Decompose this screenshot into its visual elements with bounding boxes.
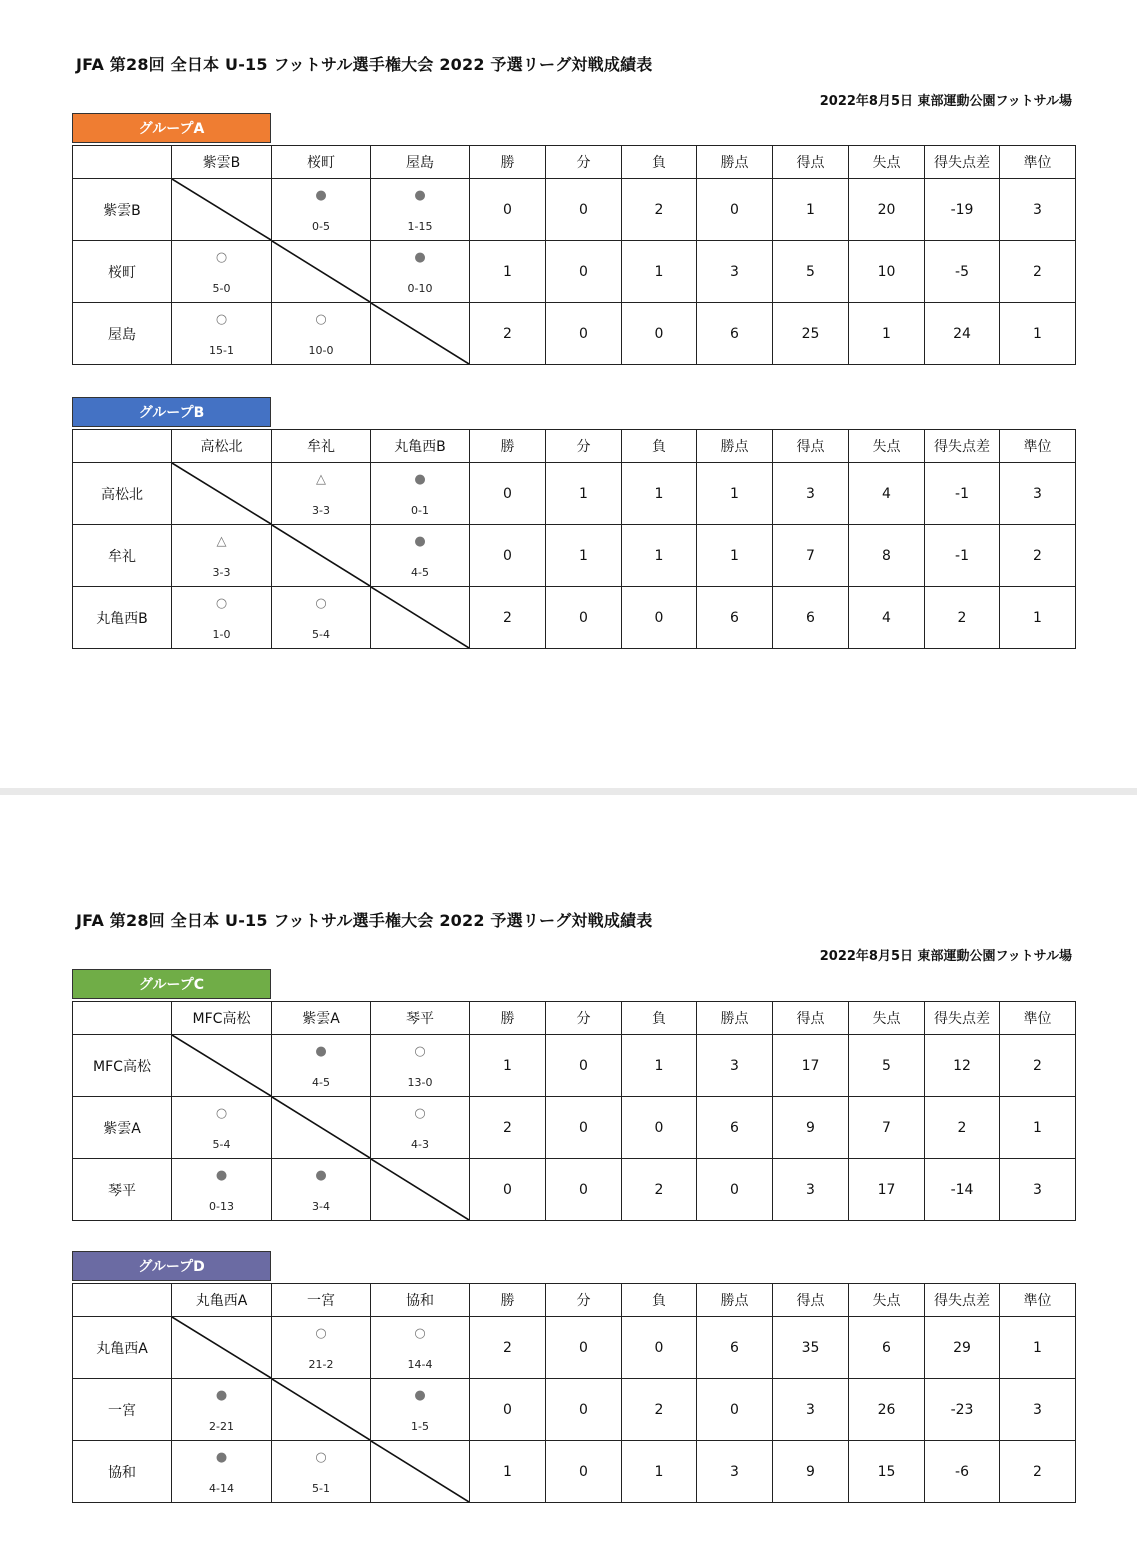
self-match-cell xyxy=(172,179,272,241)
stat-value: 0 xyxy=(546,587,622,649)
win-icon: ○ xyxy=(414,1106,426,1121)
stat-value: 0 xyxy=(546,303,622,365)
win-icon: ○ xyxy=(414,1326,426,1341)
match-score: 15-1 xyxy=(209,344,234,357)
table-row xyxy=(73,1097,1076,1159)
stat-header: 勝 xyxy=(470,1284,546,1317)
stat-header: 得失点差 xyxy=(925,1002,1000,1035)
opponent-header: 高松北 xyxy=(172,430,272,463)
team-name: 丸亀西A xyxy=(73,1317,172,1379)
stat-value: 5 xyxy=(773,241,849,303)
stat-value: 1 xyxy=(697,463,773,525)
match-score: 4-14 xyxy=(209,1482,234,1495)
self-match-cell xyxy=(172,1317,272,1379)
opponent-header: 丸亀西B xyxy=(371,430,470,463)
table-row xyxy=(73,303,1076,365)
table-row xyxy=(73,179,1076,241)
match-result-cell xyxy=(172,241,272,303)
match-score: 4-5 xyxy=(411,566,429,579)
stat-header: 勝点 xyxy=(697,430,773,463)
stat-value: -23 xyxy=(925,1379,1000,1441)
stat-value: 3 xyxy=(1000,1379,1076,1441)
team-name: 協和 xyxy=(73,1441,172,1503)
loss-icon: ● xyxy=(215,1450,228,1465)
loss-icon: ● xyxy=(414,472,426,487)
stat-value: 2 xyxy=(622,1379,697,1441)
stat-value: -1 xyxy=(925,463,1000,525)
stat-value: 0 xyxy=(546,1159,622,1221)
opponent-header: 紫雲A xyxy=(272,1002,371,1035)
header-row xyxy=(73,146,1076,179)
match-result-cell xyxy=(272,303,371,365)
stat-value: 3 xyxy=(697,241,773,303)
stat-value: 2 xyxy=(925,587,1000,649)
opponent-header: 協和 xyxy=(371,1284,470,1317)
match-score: 0-5 xyxy=(312,220,330,233)
match-score: 21-2 xyxy=(308,1358,334,1371)
stat-value: -6 xyxy=(925,1441,1000,1503)
stat-header: 得失点差 xyxy=(925,430,1000,463)
match-score: 3-4 xyxy=(312,1200,330,1213)
stat-value: 17 xyxy=(849,1159,925,1221)
stat-value: 2 xyxy=(470,1317,546,1379)
stat-value: -19 xyxy=(925,179,1000,241)
loss-icon: ● xyxy=(414,1388,426,1403)
match-score: 1-5 xyxy=(411,1420,429,1433)
stat-value: 3 xyxy=(773,1379,849,1441)
match-score: 3-3 xyxy=(212,566,231,579)
stat-value: 0 xyxy=(622,1317,697,1379)
stat-value: -14 xyxy=(925,1159,1000,1221)
team-name: MFC高松 xyxy=(73,1035,172,1097)
group-label: グループD xyxy=(72,1251,271,1281)
match-score: 5-1 xyxy=(312,1482,330,1495)
self-match-cell xyxy=(272,241,371,303)
team-name: 丸亀西B xyxy=(73,587,172,649)
stat-value: 0 xyxy=(546,1317,622,1379)
stat-value: 1 xyxy=(470,1441,546,1503)
match-score: 5-4 xyxy=(212,1138,231,1151)
draw-icon: △ xyxy=(316,472,326,487)
match-result-cell xyxy=(371,1035,470,1097)
loss-icon: ● xyxy=(414,250,426,265)
stat-value: 0 xyxy=(546,1035,622,1097)
stat-value: 2 xyxy=(1000,241,1076,303)
stat-header: 得失点差 xyxy=(925,146,1000,179)
stat-value: 0 xyxy=(546,179,622,241)
opponent-header: MFC高松 xyxy=(172,1002,272,1035)
stat-value: 6 xyxy=(697,1097,773,1159)
stat-value: 0 xyxy=(546,1379,622,1441)
table-row xyxy=(73,1159,1076,1221)
match-score: 1-0 xyxy=(212,628,231,641)
match-result-cell xyxy=(272,1035,371,1097)
stat-header: 分 xyxy=(546,146,622,179)
stat-value: 29 xyxy=(925,1317,1000,1379)
stat-value: 2 xyxy=(1000,525,1076,587)
team-name: 屋島 xyxy=(73,303,172,365)
win-icon: ○ xyxy=(215,1106,228,1121)
stat-value: 4 xyxy=(849,463,925,525)
corner-cell xyxy=(73,1002,172,1035)
draw-icon: △ xyxy=(216,534,227,549)
group-label: グループB xyxy=(72,397,271,427)
opponent-header: 屋島 xyxy=(371,146,470,179)
match-score: 0-1 xyxy=(411,504,429,517)
opponent-header: 牟礼 xyxy=(272,430,371,463)
stat-header: 準位 xyxy=(1000,146,1076,179)
stat-value: 1 xyxy=(622,463,697,525)
match-result-cell xyxy=(272,179,371,241)
stat-value: 0 xyxy=(470,1159,546,1221)
match-result-cell xyxy=(172,1379,272,1441)
self-match-cell xyxy=(371,303,470,365)
match-score: 4-3 xyxy=(411,1138,429,1151)
corner-cell xyxy=(73,430,172,463)
win-icon: ○ xyxy=(215,250,228,265)
loss-icon: ● xyxy=(414,534,426,549)
stat-header: 失点 xyxy=(849,430,925,463)
opponent-header: 一宮 xyxy=(272,1284,371,1317)
match-score: 1-15 xyxy=(407,220,433,233)
stat-value: 0 xyxy=(470,1379,546,1441)
match-score: 4-5 xyxy=(312,1076,330,1089)
win-icon: ○ xyxy=(315,312,327,327)
stat-value: 3 xyxy=(1000,463,1076,525)
stat-value: 0 xyxy=(697,179,773,241)
stat-value: 0 xyxy=(697,1379,773,1441)
stat-header: 負 xyxy=(622,430,697,463)
stat-value: 0 xyxy=(622,587,697,649)
stat-value: 0 xyxy=(470,525,546,587)
stat-value: 2 xyxy=(470,1097,546,1159)
stat-value: 2 xyxy=(1000,1035,1076,1097)
stat-header: 準位 xyxy=(1000,1284,1076,1317)
group-results-table xyxy=(72,1001,1076,1221)
win-icon: ○ xyxy=(315,596,327,611)
stat-value: 5 xyxy=(849,1035,925,1097)
stat-value: 2 xyxy=(1000,1441,1076,1503)
match-score: 5-4 xyxy=(312,628,330,641)
self-match-cell xyxy=(172,463,272,525)
stat-value: 1 xyxy=(546,463,622,525)
stat-value: 1 xyxy=(849,303,925,365)
stat-value: 17 xyxy=(773,1035,849,1097)
stat-value: 0 xyxy=(622,303,697,365)
stat-header: 負 xyxy=(622,1002,697,1035)
stat-value: 0 xyxy=(622,1097,697,1159)
team-name: 一宮 xyxy=(73,1379,172,1441)
group-label: グループC xyxy=(72,969,271,999)
stat-header: 得失点差 xyxy=(925,1284,1000,1317)
stat-value: 1 xyxy=(1000,303,1076,365)
stat-value: 0 xyxy=(470,463,546,525)
match-score: 0-13 xyxy=(209,1200,234,1213)
stat-value: 0 xyxy=(546,1441,622,1503)
stat-header: 勝 xyxy=(470,146,546,179)
stat-header: 失点 xyxy=(849,146,925,179)
loss-icon: ● xyxy=(414,188,426,203)
stat-value: 3 xyxy=(1000,179,1076,241)
stat-value: 1 xyxy=(546,525,622,587)
stat-value: -1 xyxy=(925,525,1000,587)
stat-value: 8 xyxy=(849,525,925,587)
stat-header: 分 xyxy=(546,1002,622,1035)
table-row xyxy=(73,463,1076,525)
team-name: 琴平 xyxy=(73,1159,172,1221)
match-result-cell xyxy=(371,1097,470,1159)
page-divider xyxy=(0,788,1137,795)
venue-date: 2022年8月5日 東部運動公園フットサル場 xyxy=(819,94,1072,109)
match-result-cell xyxy=(371,1317,470,1379)
opponent-header: 桜町 xyxy=(272,146,371,179)
stat-header: 負 xyxy=(622,1284,697,1317)
group-label: グループA xyxy=(72,113,271,143)
stat-value: 6 xyxy=(773,587,849,649)
stat-value: 1 xyxy=(622,241,697,303)
opponent-header: 琴平 xyxy=(371,1002,470,1035)
match-score: 0-10 xyxy=(407,282,433,295)
match-score: 3-3 xyxy=(312,504,330,517)
stat-value: 0 xyxy=(546,241,622,303)
stat-header: 得点 xyxy=(773,430,849,463)
stat-header: 準位 xyxy=(1000,1002,1076,1035)
stat-value: 9 xyxy=(773,1441,849,1503)
stat-value: 2 xyxy=(470,587,546,649)
stat-value: 25 xyxy=(773,303,849,365)
stat-value: 15 xyxy=(849,1441,925,1503)
stat-value: 1 xyxy=(622,525,697,587)
group-results-table xyxy=(72,1283,1076,1503)
match-result-cell xyxy=(172,1441,272,1503)
stat-value: 2 xyxy=(622,179,697,241)
stat-value: 3 xyxy=(1000,1159,1076,1221)
match-result-cell xyxy=(272,1441,371,1503)
stat-value: 24 xyxy=(925,303,1000,365)
win-icon: ○ xyxy=(414,1044,426,1059)
stat-value: 0 xyxy=(470,179,546,241)
stat-value: 2 xyxy=(470,303,546,365)
stat-value: 6 xyxy=(697,587,773,649)
stat-value: 6 xyxy=(849,1317,925,1379)
team-name: 紫雲A xyxy=(73,1097,172,1159)
stat-header: 勝点 xyxy=(697,1002,773,1035)
win-icon: ○ xyxy=(315,1450,327,1465)
self-match-cell xyxy=(272,525,371,587)
stat-value: 0 xyxy=(546,1097,622,1159)
match-score: 13-0 xyxy=(407,1076,433,1089)
stat-value: 1 xyxy=(1000,1317,1076,1379)
stat-value: 1 xyxy=(773,179,849,241)
stat-value: 3 xyxy=(773,463,849,525)
table-row xyxy=(73,587,1076,649)
stat-header: 負 xyxy=(622,146,697,179)
stat-header: 失点 xyxy=(849,1284,925,1317)
match-result-cell xyxy=(172,525,272,587)
stat-value: 1 xyxy=(622,1441,697,1503)
match-result-cell xyxy=(172,1159,272,1221)
page-title: JFA 第28回 全日本 U-15 フットサル選手権大会 2022 予選リーグ対戦成績表 xyxy=(76,911,653,930)
stat-header: 失点 xyxy=(849,1002,925,1035)
opponent-header: 紫雲B xyxy=(172,146,272,179)
stat-value: 35 xyxy=(773,1317,849,1379)
stat-value: 26 xyxy=(849,1379,925,1441)
self-match-cell xyxy=(272,1379,371,1441)
win-icon: ○ xyxy=(315,1326,327,1341)
stat-header: 得点 xyxy=(773,146,849,179)
stat-value: 1 xyxy=(470,1035,546,1097)
stat-value: 2 xyxy=(622,1159,697,1221)
stat-value: 7 xyxy=(849,1097,925,1159)
stat-value: 20 xyxy=(849,179,925,241)
self-match-cell xyxy=(371,1159,470,1221)
header-row xyxy=(73,1284,1076,1317)
match-score: 14-4 xyxy=(407,1358,433,1371)
stat-value: 6 xyxy=(697,1317,773,1379)
header-row xyxy=(73,1002,1076,1035)
header-row xyxy=(73,430,1076,463)
loss-icon: ● xyxy=(315,1168,327,1183)
stat-header: 準位 xyxy=(1000,430,1076,463)
loss-icon: ● xyxy=(215,1388,228,1403)
stat-value: 1 xyxy=(1000,587,1076,649)
loss-icon: ● xyxy=(215,1168,228,1183)
stat-value: 6 xyxy=(697,303,773,365)
table-row xyxy=(73,1035,1076,1097)
stat-value: 1 xyxy=(1000,1097,1076,1159)
match-result-cell xyxy=(371,525,470,587)
self-match-cell xyxy=(371,1441,470,1503)
match-score: 5-0 xyxy=(212,282,231,295)
table-row xyxy=(73,1441,1076,1503)
loss-icon: ● xyxy=(315,188,327,203)
stat-value: 1 xyxy=(470,241,546,303)
table-row xyxy=(73,525,1076,587)
venue-date: 2022年8月5日 東部運動公園フットサル場 xyxy=(819,949,1072,964)
corner-cell xyxy=(73,146,172,179)
match-result-cell xyxy=(172,1097,272,1159)
team-name: 紫雲B xyxy=(73,179,172,241)
stat-header: 勝 xyxy=(470,1002,546,1035)
stat-value: 1 xyxy=(697,525,773,587)
match-result-cell xyxy=(371,463,470,525)
stat-value: 12 xyxy=(925,1035,1000,1097)
stat-value: 2 xyxy=(925,1097,1000,1159)
stat-header: 勝点 xyxy=(697,1284,773,1317)
table-row xyxy=(73,1317,1076,1379)
stat-header: 分 xyxy=(546,1284,622,1317)
stat-header: 勝 xyxy=(470,430,546,463)
stat-header: 勝点 xyxy=(697,146,773,179)
stat-value: 4 xyxy=(849,587,925,649)
match-result-cell xyxy=(272,587,371,649)
stat-value: -5 xyxy=(925,241,1000,303)
self-match-cell xyxy=(371,587,470,649)
group-results-table xyxy=(72,145,1076,365)
stat-value: 9 xyxy=(773,1097,849,1159)
table-row xyxy=(73,1379,1076,1441)
team-name: 高松北 xyxy=(73,463,172,525)
opponent-header: 丸亀西A xyxy=(172,1284,272,1317)
match-score: 2-21 xyxy=(209,1420,234,1433)
stat-header: 得点 xyxy=(773,1284,849,1317)
stat-header: 分 xyxy=(546,430,622,463)
win-icon: ○ xyxy=(215,596,228,611)
match-score: 10-0 xyxy=(308,344,334,357)
team-name: 牟礼 xyxy=(73,525,172,587)
stat-header: 得点 xyxy=(773,1002,849,1035)
match-result-cell xyxy=(371,241,470,303)
loss-icon: ● xyxy=(315,1044,327,1059)
match-result-cell xyxy=(371,179,470,241)
match-result-cell xyxy=(172,303,272,365)
stat-value: 3 xyxy=(697,1441,773,1503)
match-result-cell xyxy=(272,463,371,525)
match-result-cell xyxy=(272,1159,371,1221)
stat-value: 3 xyxy=(773,1159,849,1221)
stat-value: 7 xyxy=(773,525,849,587)
table-row xyxy=(73,241,1076,303)
stat-value: 1 xyxy=(622,1035,697,1097)
self-match-cell xyxy=(272,1097,371,1159)
team-name: 桜町 xyxy=(73,241,172,303)
self-match-cell xyxy=(172,1035,272,1097)
page-title: JFA 第28回 全日本 U-15 フットサル選手権大会 2022 予選リーグ対戦成績表 xyxy=(76,55,653,74)
stat-value: 0 xyxy=(697,1159,773,1221)
match-result-cell xyxy=(371,1379,470,1441)
match-result-cell xyxy=(272,1317,371,1379)
win-icon: ○ xyxy=(215,312,228,327)
match-result-cell xyxy=(172,587,272,649)
corner-cell xyxy=(73,1284,172,1317)
group-results-table xyxy=(72,429,1076,649)
stat-value: 3 xyxy=(697,1035,773,1097)
stat-value: 10 xyxy=(849,241,925,303)
